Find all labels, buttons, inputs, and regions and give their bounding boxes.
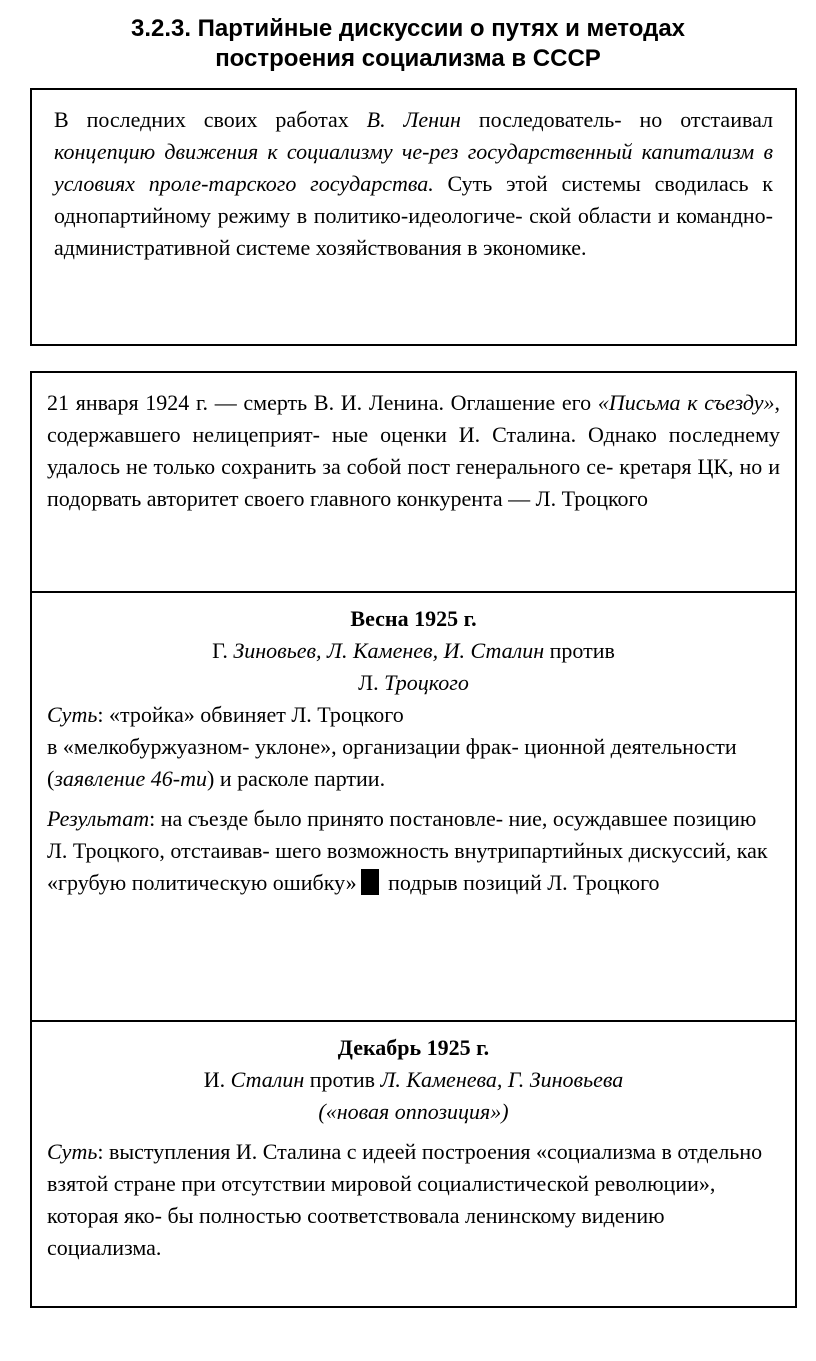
spring-1925-statement: заявление 46-ти (54, 766, 207, 791)
spring-1925-essence-text-2: в «мелкобуржуазном- уклоне», организации фрак- ционной деятельности ( (47, 734, 737, 791)
spring-1925-against: против (544, 638, 615, 663)
december-1925-opponents: Л. Каменева, Г. Зиновьева (380, 1067, 624, 1092)
spring-1925-opponent (47, 667, 780, 699)
december-1925-opposition-label: («новая оппозиция») (318, 1099, 509, 1124)
event-1924-letter: «Письма к съезду» (597, 390, 775, 415)
spring-1925-section (32, 591, 795, 899)
spring-1925-essence-text-3: ) и расколе партии. (207, 766, 386, 791)
event-1924-section (32, 387, 795, 515)
intro-text-1: В последних своих работах (54, 107, 367, 132)
events-table (30, 371, 797, 1308)
spring-1925-essence-label: Суть (47, 702, 98, 727)
page-title (0, 14, 816, 74)
intro-text-3: Суть этой системы сводилась к однопартийному режиму в политико-идеологиче- ской области и командно-административной системе хозяйствования в экономике. (54, 171, 773, 260)
december-1925-sides (47, 1064, 780, 1096)
december-1925-sides-prefix: И. (203, 1067, 231, 1092)
event-1924-text-2: , содержавшего нелицеприят- ные оценки И. Сталина. Однако последнему удалось не только сохранить за собой пост генерального се- кретаря ЦК, но и подорвать авторитет своего главного конкурента — Л. Троцкого (47, 390, 780, 511)
december-1925-essence-label: Суть (47, 1139, 98, 1164)
december-1925-stalin: Сталин (230, 1067, 305, 1092)
intro-lenin-name: В. Ленин (366, 107, 461, 132)
december-1925-opposition (47, 1096, 780, 1128)
spring-1925-result-text-after: подрыв позиций Л. Троцкого (382, 870, 660, 895)
spring-1925-troika-names: Зиновьев, Л. Каменев, И. Сталин (233, 638, 545, 663)
december-1925-essence (47, 1136, 780, 1264)
arrow-icon (361, 869, 379, 895)
spring-1925-result (47, 803, 780, 899)
title-line-2: построения социализма в СССР (215, 45, 601, 72)
intro-box (30, 88, 797, 346)
spring-1925-sides-prefix: Г. (212, 638, 234, 663)
december-1925-section (32, 1020, 795, 1264)
december-1925-against: против (304, 1067, 381, 1092)
event-1924-text-1: 21 января 1924 г. — смерть В. И. Ленина. Оглашение его (47, 390, 598, 415)
event-1924-paragraph (47, 387, 780, 515)
spring-1925-opponent-name: Троцкого (384, 670, 469, 695)
spring-1925-sides (47, 635, 780, 667)
intro-concept: концепцию движения к социализму че-рез государственный капитализм в условиях проле-тарского государства. (54, 139, 773, 196)
spring-1925-opponent-prefix: Л. (358, 670, 385, 695)
spring-1925-result-text: : на съезде было принято постановле- ние, осуждавшее позицию Л. Троцкого, отстаивав- шего возможность внутрипартийных дискуссий, как «грубую политическую ошибку» (47, 806, 768, 895)
december-1925-essence-text: : выступления И. Сталина с идеей построения «социализма в отдельно взятой стране при отсутствии мировой социалистической революции», которая яко- бы полностью соответствовала ленинскому видению социализма. (47, 1139, 763, 1260)
title-line-1: 3.2.3. Партийные дискуссии о путях и методах (130, 15, 686, 42)
spring-1925-result-label: Результат (47, 806, 150, 831)
december-1925-heading: Декабрь 1925 г. (337, 1035, 490, 1060)
spring-1925-essence (47, 699, 780, 795)
spring-1925-essence-text-1: : «тройка» обвиняет Л. Троцкого (97, 702, 404, 727)
intro-paragraph (54, 104, 773, 264)
intro-text-2: последователь- но отстаивал (460, 107, 774, 132)
spring-1925-heading: Весна 1925 г. (350, 606, 477, 631)
